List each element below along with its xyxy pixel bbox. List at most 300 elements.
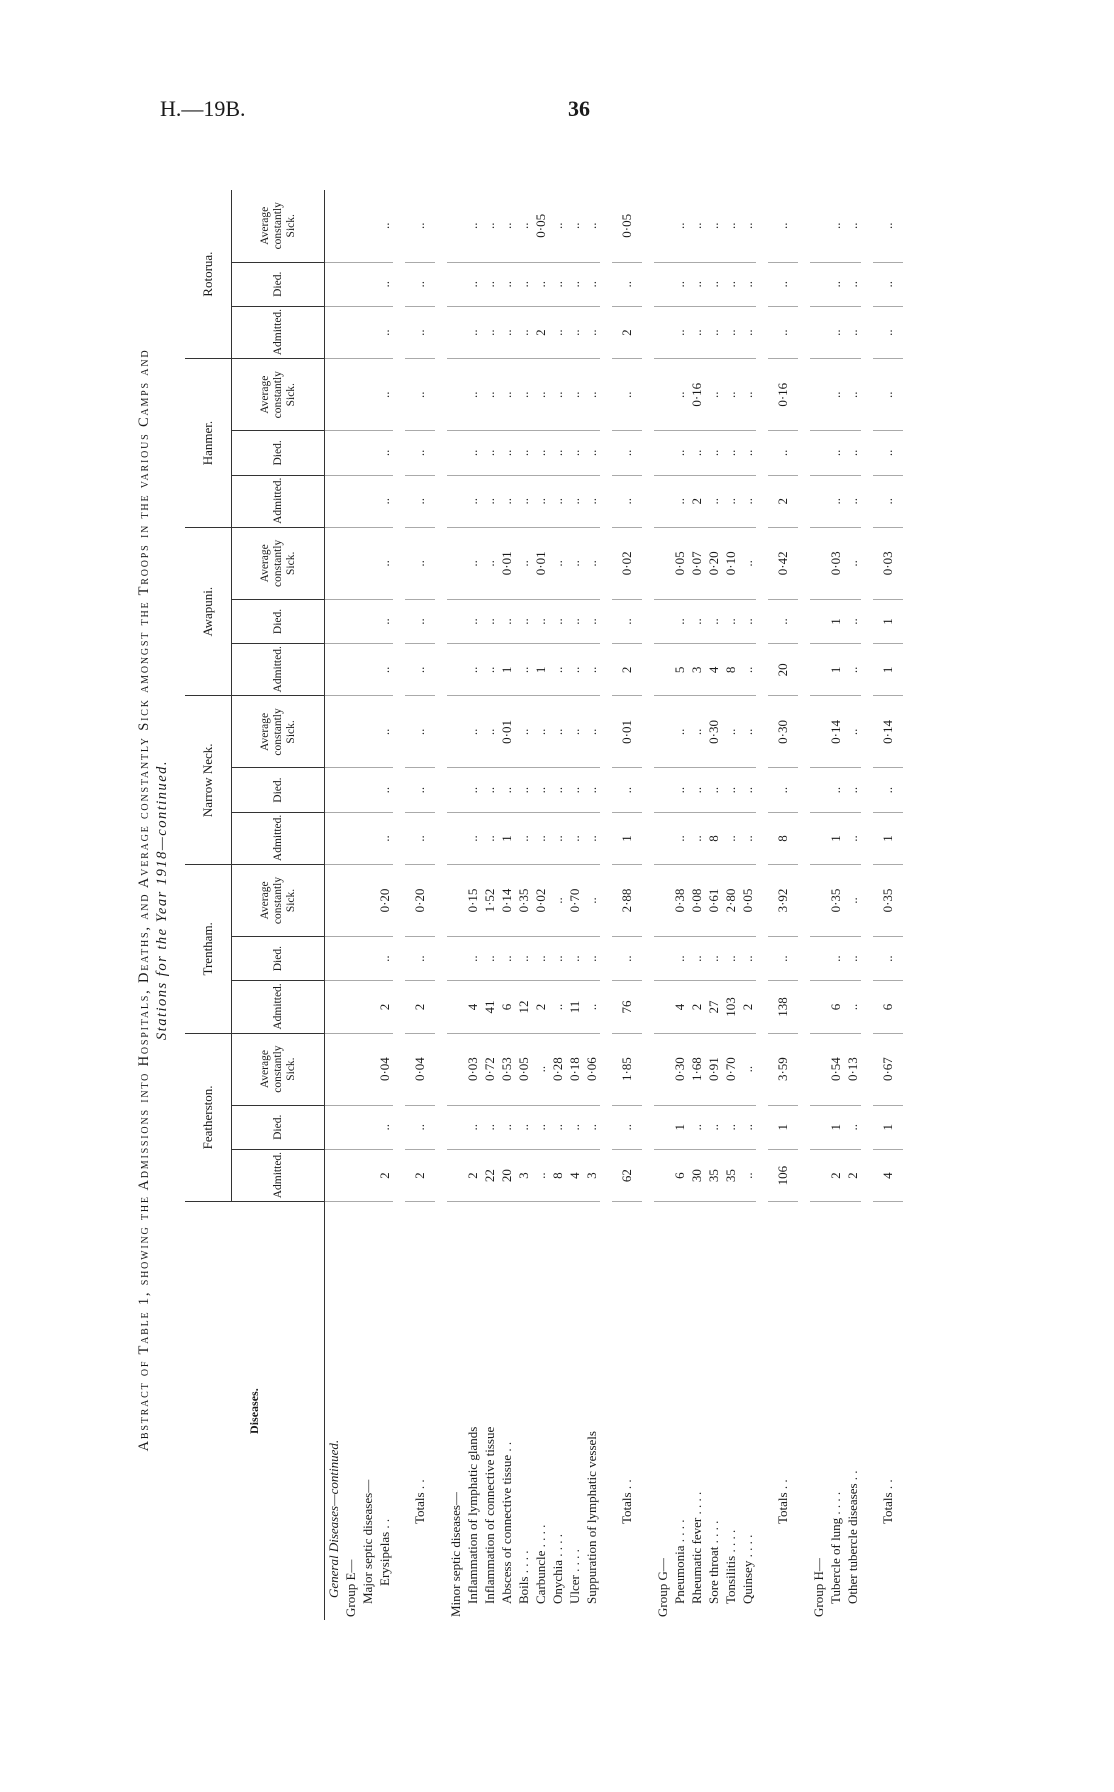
table-cell: .. (549, 981, 566, 1033)
table-cell: .. (671, 696, 688, 768)
table-cell: .. (583, 644, 600, 696)
table-cell (359, 599, 376, 643)
table-cell: .. (549, 936, 566, 980)
row-label: Tonsilitis . . . . (722, 1529, 738, 1604)
table-cell: .. (768, 768, 798, 812)
table-cell: .. (405, 644, 435, 696)
table-cell (325, 936, 343, 980)
table-cell: 0·35 (515, 865, 532, 937)
table-cell: .. (464, 1105, 481, 1149)
table-cell: .. (532, 1150, 549, 1202)
table-cell: .. (405, 190, 435, 262)
table-cell: 0·01 (498, 696, 515, 768)
table-cell: 35 (722, 1150, 739, 1202)
table-cell (342, 644, 359, 696)
table-cell: .. (612, 431, 642, 475)
table-cell: .. (566, 527, 583, 599)
table-cell: 0·07 (688, 527, 705, 599)
table-cell (359, 865, 376, 937)
table-cell: .. (464, 812, 481, 864)
table-cell: 0·35 (827, 865, 844, 937)
table-cell: .. (827, 475, 844, 527)
table-cell: .. (583, 768, 600, 812)
table-cell: .. (498, 599, 515, 643)
table-cell: .. (844, 1105, 861, 1149)
row-label: Totals . . (880, 1479, 895, 1524)
table-row (376, 190, 393, 1620)
table-cell: 0·01 (532, 527, 549, 599)
table-header (185, 190, 325, 1620)
row-label: Group H— (810, 1558, 826, 1617)
table-cell (325, 1033, 343, 1105)
row-label: Group G— (654, 1558, 670, 1617)
totals-row (873, 190, 903, 1620)
row-label: Rheumatic fever . . . . (688, 1491, 704, 1604)
column-subheader: Died. (232, 1105, 325, 1149)
table-cell (810, 475, 827, 527)
column-subheader: Died. (232, 936, 325, 980)
table-cell: 2 (376, 981, 393, 1033)
table-cell: .. (873, 475, 903, 527)
table-cell (810, 936, 827, 980)
column-subheader: Average constantly Sick. (232, 359, 325, 431)
table-cell: .. (549, 644, 566, 696)
table-cell: .. (873, 307, 903, 359)
table-cell (359, 1150, 376, 1202)
table-cell: 3 (688, 644, 705, 696)
table-cell: 62 (612, 1150, 642, 1202)
table-cell: .. (844, 527, 861, 599)
table-cell: 0·13 (844, 1033, 861, 1105)
table-cell: 0·38 (671, 865, 688, 937)
table-cell: 0·05 (532, 190, 549, 262)
table-cell: .. (739, 1105, 756, 1149)
table-cell: .. (739, 475, 756, 527)
table-cell (654, 475, 671, 527)
table-cell (325, 527, 343, 599)
table-cell (654, 307, 671, 359)
table-cell: .. (376, 696, 393, 768)
table-cell: .. (827, 936, 844, 980)
table-cell: .. (705, 599, 722, 643)
table-cell: .. (566, 936, 583, 980)
table-cell (810, 696, 827, 768)
table-cell (654, 431, 671, 475)
table-cell: .. (722, 599, 739, 643)
table-cell: .. (844, 359, 861, 431)
table-row (447, 190, 464, 1620)
table-cell (654, 1150, 671, 1202)
table-row (359, 190, 376, 1620)
table-cell: .. (844, 644, 861, 696)
table-cell: 2 (405, 981, 435, 1033)
table-cell (810, 1033, 827, 1105)
table-cell: 0·35 (873, 865, 903, 937)
table-cell: .. (405, 599, 435, 643)
column-subheader: Average constantly Sick. (232, 696, 325, 768)
table-cell: 0·30 (705, 696, 722, 768)
table-cell (359, 1105, 376, 1149)
table-cell: 1 (873, 644, 903, 696)
table-cell: 0·04 (405, 1033, 435, 1105)
table-cell: .. (464, 431, 481, 475)
table-cell (359, 475, 376, 527)
table-cell: .. (722, 1105, 739, 1149)
table-cell: .. (532, 599, 549, 643)
page-number: 36 (568, 96, 590, 121)
table-cell: .. (705, 262, 722, 306)
column-subheader: Admitted. (232, 1150, 325, 1202)
table-cell: .. (722, 307, 739, 359)
table-cell: .. (688, 812, 705, 864)
table-cell: 27 (705, 981, 722, 1033)
column-subheader: Admitted. (232, 644, 325, 696)
table-cell: 1 (498, 644, 515, 696)
table-cell (447, 307, 464, 359)
column-subheader: Died. (232, 599, 325, 643)
table-cell: .. (739, 1150, 756, 1202)
table-cell: .. (376, 359, 393, 431)
table-cell: .. (498, 431, 515, 475)
table-cell (325, 696, 343, 768)
table-cell: .. (722, 475, 739, 527)
row-label: General Diseases—continued. (325, 1439, 341, 1598)
table-cell: .. (873, 431, 903, 475)
table-cell: .. (583, 936, 600, 980)
table-cell: 35 (705, 1150, 722, 1202)
table-cell (810, 359, 827, 431)
table-cell: .. (583, 359, 600, 431)
table-cell: .. (873, 262, 903, 306)
table-body (325, 190, 916, 1620)
table-cell: .. (498, 307, 515, 359)
table-cell (447, 527, 464, 599)
table-cell (447, 475, 464, 527)
table-cell (654, 936, 671, 980)
table-cell: .. (827, 190, 844, 262)
table-cell: .. (671, 359, 688, 431)
table-row (464, 190, 481, 1620)
table-cell: 1 (873, 599, 903, 643)
table-cell: 8 (722, 644, 739, 696)
table-cell (810, 644, 827, 696)
table-cell (447, 431, 464, 475)
table-row (722, 190, 739, 1620)
table-cell: .. (498, 359, 515, 431)
caption-line-2: Stations for the Year 1918—continued. (154, 759, 170, 1041)
table-cell: .. (481, 768, 498, 812)
table-cell: .. (549, 768, 566, 812)
table-cell: .. (705, 307, 722, 359)
table-cell (342, 768, 359, 812)
table-cell: 0·18 (566, 1033, 583, 1105)
table-cell: .. (722, 190, 739, 262)
table-cell: .. (464, 599, 481, 643)
table-cell: 0·14 (498, 865, 515, 937)
table-cell: .. (688, 696, 705, 768)
table-cell (654, 190, 671, 262)
table-row (532, 190, 549, 1620)
column-subheader: Average constantly Sick. (232, 527, 325, 599)
table-cell: .. (739, 190, 756, 262)
table-cell: .. (464, 307, 481, 359)
table-cell: .. (688, 936, 705, 980)
table-cell: .. (515, 644, 532, 696)
table-cell: 2 (464, 1150, 481, 1202)
table-cell: 4 (671, 981, 688, 1033)
table-cell: 2 (405, 1150, 435, 1202)
table-cell: .. (515, 307, 532, 359)
table-cell: .. (566, 1105, 583, 1149)
table-cell: 0·42 (768, 527, 798, 599)
table-cell: .. (464, 644, 481, 696)
row-label: Ulcer . . . . (566, 1549, 582, 1604)
table-cell: .. (481, 475, 498, 527)
table-cell: .. (739, 768, 756, 812)
table-cell: .. (844, 768, 861, 812)
table-cell: 0·05 (515, 1033, 532, 1105)
caption-line-1: Abstract of Table 1, showing the Admissions into Hospitals, Deaths, and Average constantly Sick amongst the Troops in the various Camps and (136, 348, 152, 1452)
table-cell: .. (481, 431, 498, 475)
row-label: Quinsey . . . . (739, 1534, 755, 1604)
table-cell: .. (722, 768, 739, 812)
table-cell: 0·14 (827, 696, 844, 768)
table-cell: .. (515, 190, 532, 262)
table-cell: 0·03 (464, 1033, 481, 1105)
table-cell: 11 (566, 981, 583, 1033)
table-cell: .. (873, 190, 903, 262)
table-cell: .. (376, 936, 393, 980)
table-cell: 3 (515, 1150, 532, 1202)
table-cell: .. (873, 936, 903, 980)
row-label: Minor septic diseases— (447, 1492, 463, 1617)
table-cell: .. (566, 190, 583, 262)
table-cell: .. (481, 190, 498, 262)
table-cell: .. (481, 599, 498, 643)
table-cell: 1 (827, 812, 844, 864)
row-label: Abscess of connective tissue . . (498, 1441, 514, 1604)
table-cell: .. (376, 307, 393, 359)
table-cell: 2 (376, 1150, 393, 1202)
table-cell: .. (768, 431, 798, 475)
table-cell: .. (549, 1105, 566, 1149)
table-cell: .. (583, 599, 600, 643)
table-cell (810, 812, 827, 864)
table-cell: .. (583, 431, 600, 475)
table-cell: 0·16 (688, 359, 705, 431)
table-cell: .. (405, 936, 435, 980)
table-cell: 0·05 (612, 190, 642, 262)
station-header: Narrow Neck. (185, 696, 232, 865)
table-cell: .. (464, 696, 481, 768)
table-cell: .. (583, 696, 600, 768)
table-cell: 8 (705, 812, 722, 864)
table-cell: .. (671, 190, 688, 262)
table-cell: .. (532, 696, 549, 768)
table-cell: .. (376, 262, 393, 306)
table-cell: .. (583, 527, 600, 599)
table-cell: 2 (688, 475, 705, 527)
table-cell (359, 431, 376, 475)
table-cell (325, 431, 343, 475)
table-cell (325, 1105, 343, 1149)
table-cell (325, 475, 343, 527)
table-cell: .. (688, 431, 705, 475)
table-cell: 0·67 (873, 1033, 903, 1105)
table-cell: 6 (873, 981, 903, 1033)
table-cell (447, 865, 464, 937)
table-cell: 1 (827, 1105, 844, 1149)
table-cell: .. (515, 812, 532, 864)
column-subheader: Average constantly Sick. (232, 190, 325, 262)
table-cell: .. (722, 812, 739, 864)
table-cell (325, 307, 343, 359)
table-cell (342, 475, 359, 527)
table-cell: .. (739, 359, 756, 431)
table-cell: .. (844, 190, 861, 262)
table-cell: .. (498, 768, 515, 812)
table-cell: .. (481, 527, 498, 599)
table-cell (447, 1105, 464, 1149)
table-cell: .. (498, 475, 515, 527)
table-cell: .. (671, 812, 688, 864)
table-cell (810, 981, 827, 1033)
table-cell: .. (612, 475, 642, 527)
table-cell (325, 190, 343, 262)
table-cell: .. (566, 644, 583, 696)
table-cell (325, 1150, 343, 1202)
table-cell: .. (671, 262, 688, 306)
table-cell (359, 262, 376, 306)
table-cell (654, 359, 671, 431)
table-cell (359, 981, 376, 1033)
table-cell: .. (705, 190, 722, 262)
table-cell (342, 359, 359, 431)
table-cell: 22 (481, 1150, 498, 1202)
table-cell: .. (671, 768, 688, 812)
table-cell: 0·04 (376, 1033, 393, 1105)
table-cell: .. (827, 768, 844, 812)
table-cell: 1 (671, 1105, 688, 1149)
table-cell: .. (844, 307, 861, 359)
table-row (481, 190, 498, 1620)
table-cell: .. (705, 431, 722, 475)
row-label: Onychia . . . . (549, 1533, 565, 1604)
table-cell: .. (515, 768, 532, 812)
table-cell: .. (515, 431, 532, 475)
table-cell: 41 (481, 981, 498, 1033)
table-row (827, 190, 844, 1620)
table-cell: 1 (768, 1105, 798, 1149)
table-row (671, 190, 688, 1620)
table-cell: 2 (739, 981, 756, 1033)
table-cell: 0·53 (498, 1033, 515, 1105)
table-cell: .. (612, 1105, 642, 1149)
table-cell (325, 262, 343, 306)
table-cell (654, 812, 671, 864)
column-subheader: Admitted. (232, 981, 325, 1033)
table-cell (359, 359, 376, 431)
table-cell: 0·28 (549, 1033, 566, 1105)
table-cell (447, 190, 464, 262)
table-cell: .. (464, 359, 481, 431)
table-cell: .. (532, 812, 549, 864)
totals-row (768, 190, 798, 1620)
row-label: Other tubercle diseases . . (844, 1470, 860, 1604)
table-cell: .. (498, 1105, 515, 1149)
table-cell (359, 190, 376, 262)
table-cell: .. (549, 527, 566, 599)
table-cell (447, 981, 464, 1033)
row-label: Totals . . (619, 1479, 634, 1524)
table-cell: 1·85 (612, 1033, 642, 1105)
table-cell: 4 (566, 1150, 583, 1202)
table-row (688, 190, 705, 1620)
table-row (342, 190, 359, 1620)
table-cell: 0·06 (583, 1033, 600, 1105)
table-cell (447, 359, 464, 431)
table-cell (342, 981, 359, 1033)
table-cell: 2 (532, 981, 549, 1033)
table-cell: .. (532, 768, 549, 812)
table-cell (447, 599, 464, 643)
table-cell (654, 981, 671, 1033)
table-cell (325, 644, 343, 696)
table-cell: 3 (583, 1150, 600, 1202)
table-cell: 0·30 (671, 1033, 688, 1105)
table-cell: .. (376, 812, 393, 864)
page-header-left: H.—19B. (160, 96, 246, 121)
table-cell: .. (583, 262, 600, 306)
table-cell (654, 865, 671, 937)
table-cell (447, 768, 464, 812)
table-cell: .. (768, 599, 798, 643)
table-cell: .. (722, 262, 739, 306)
table-cell: .. (612, 768, 642, 812)
table-cell: .. (464, 936, 481, 980)
totals-row (612, 190, 642, 1620)
table-cell: .. (549, 812, 566, 864)
table-cell: .. (739, 1033, 756, 1105)
table-cell: .. (566, 475, 583, 527)
table-row (844, 190, 861, 1620)
table-cell: 0·91 (705, 1033, 722, 1105)
row-label: Boils . . . . (515, 1550, 531, 1604)
table-cell: .. (515, 599, 532, 643)
table-cell (342, 262, 359, 306)
table-cell: 1 (873, 812, 903, 864)
table-cell (342, 812, 359, 864)
column-subheader: Average constantly Sick. (232, 865, 325, 937)
table-row (654, 190, 671, 1620)
table-cell: .. (481, 307, 498, 359)
table-cell: 2 (688, 981, 705, 1033)
table-cell: 1·68 (688, 1033, 705, 1105)
table-cell: 0·70 (722, 1033, 739, 1105)
table-cell: .. (405, 1105, 435, 1149)
table-cell: 106 (768, 1150, 798, 1202)
table-row (325, 190, 343, 1620)
table-cell: 1 (827, 644, 844, 696)
table-cell (810, 431, 827, 475)
totals-row (405, 190, 435, 1620)
table-cell: .. (739, 812, 756, 864)
table-cell: 0·10 (722, 527, 739, 599)
table-cell (654, 599, 671, 643)
table-cell (810, 1105, 827, 1149)
table-cell: .. (827, 262, 844, 306)
table-cell: .. (768, 307, 798, 359)
